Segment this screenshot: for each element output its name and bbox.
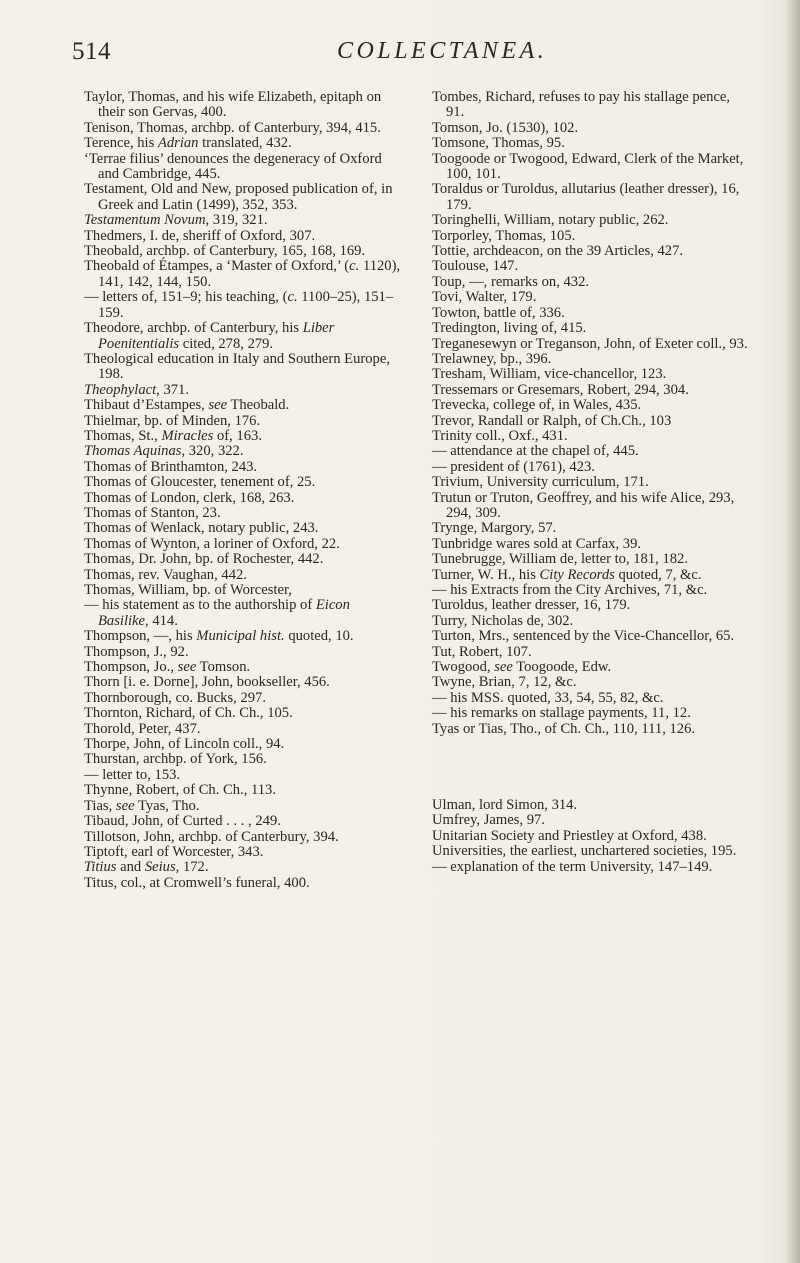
index-entry: Tillotson, John, archbp. of Canterbury, 394. bbox=[84, 828, 339, 845]
page-edge bbox=[786, 0, 800, 1263]
index-entry: — his statement as to the authorship of Eicon Basilike, 414. bbox=[84, 597, 350, 629]
index-entry: Titus, col., at Cromwell’s funeral, 400. bbox=[84, 874, 310, 891]
index-entry: Tredington, living of, 415. bbox=[432, 320, 587, 337]
page-number: 514 bbox=[72, 38, 111, 65]
index-entry: Turner, W. H., his City Records quoted, 7, &c. bbox=[432, 566, 702, 583]
index-entry: Thompson, Jo., see Tomson. bbox=[84, 659, 251, 676]
index-entry: Testament, Old and New, proposed publication of, in Greek and Latin (1499), 352, 353. bbox=[84, 181, 393, 213]
index-entry: — his MSS. quoted, 33, 54, 55, 82, &c. bbox=[432, 689, 664, 706]
index-entry: Tyas or Tias, Tho., of Ch. Ch., 110, 111, 126. bbox=[432, 720, 696, 737]
index-entry: Thomas of Stanton, 23. bbox=[84, 504, 221, 521]
index-entry: Turry, Nicholas de, 302. bbox=[432, 612, 574, 629]
index-entry: Thomas of Wenlack, notary public, 243. bbox=[84, 520, 319, 537]
index-entry: Tottie, archdeacon, on the 39 Articles, 427. bbox=[432, 243, 684, 260]
index-entry: Thompson, J., 92. bbox=[84, 643, 189, 660]
index-entry: Thynne, Robert, of Ch. Ch., 113. bbox=[84, 782, 276, 799]
index-entry: Umfrey, James, 97. bbox=[432, 812, 545, 829]
index-entry: Trutun or Truton, Geoffrey, and his wife Alice, 293, 294, 309. bbox=[432, 489, 735, 521]
index-section-u bbox=[432, 798, 750, 875]
index-entry: Trivium, University curriculum, 171. bbox=[432, 474, 649, 491]
index-entry: Trevecka, college of, in Wales, 435. bbox=[432, 397, 642, 414]
index-entry: Toraldus or Turoldus, allutarius (leather dresser), 16, 179. bbox=[432, 181, 740, 213]
index-entry: Toulouse, 147. bbox=[432, 258, 519, 275]
index-entry: Unitarian Society and Priestley at Oxford, 438. bbox=[432, 827, 707, 844]
index-entry: Thomas, William, bp. of Worcester, bbox=[84, 582, 292, 598]
index-entry: Thornborough, co. Bucks, 297. bbox=[84, 689, 266, 706]
index-entry: Universities, the earliest, unchartered societies, 195. bbox=[432, 843, 737, 860]
index-section-t bbox=[432, 90, 750, 737]
index-entry: — his Extracts from the City Archives, 71, &c. bbox=[432, 582, 708, 598]
index-entry: Thurstan, archbp. of York, 156. bbox=[84, 751, 267, 768]
index-entry: — letters of, 151–9; his teaching, (c. 1100–25), 151–159. bbox=[84, 289, 394, 321]
index-entry: Thomas, rev. Vaughan, 442. bbox=[84, 566, 247, 583]
index-entry: Thomas of Gloucester, tenement of, 25. bbox=[84, 474, 316, 491]
index-entry: Thomas of London, clerk, 168, 263. bbox=[84, 489, 295, 506]
index-entry: Tias, see Tyas, Tho. bbox=[84, 797, 200, 814]
index-entry: Trinity coll., Oxf., 431. bbox=[432, 427, 568, 444]
index-entry: Tomsone, Thomas, 95. bbox=[432, 135, 565, 152]
index-entry: Thompson, —, his Municipal hist. quoted, 10. bbox=[84, 628, 354, 645]
index-entry: Theobald, archbp. of Canterbury, 165, 168, 169. bbox=[84, 243, 366, 260]
index-entry: Turton, Mrs., sentenced by the Vice-Chancellor, 65. bbox=[432, 628, 735, 645]
index-entry: Thomas of Brinthamton, 243. bbox=[84, 458, 258, 475]
index-entry: Thomas Aquinas, 320, 322. bbox=[84, 443, 244, 460]
index-entry: Towton, battle of, 336. bbox=[432, 304, 565, 321]
index-entry: Taylor, Thomas, and his wife Elizabeth, epitaph on their son Gervas, 400. bbox=[84, 89, 382, 121]
index-entry: Toup, —, remarks on, 432. bbox=[432, 273, 590, 290]
index-entry: Tunebrugge, William de, letter to, 181, 182. bbox=[432, 551, 688, 568]
index-entry: Thielmar, bp. of Minden, 176. bbox=[84, 412, 261, 429]
index-entry: Theological education in Italy and Southern Europe, 198. bbox=[84, 350, 390, 383]
index-entry: Theobald of Étampes, a ‘Master of Oxford,’ (c. 1120), 141, 142, 144, 150. bbox=[84, 258, 401, 290]
index-entry: Theodore, archbp. of Canterbury, his Liber Poenitentialis cited, 278, 279. bbox=[84, 320, 335, 352]
index-entry: Thorpe, John, of Lincoln coll., 94. bbox=[84, 736, 285, 753]
index-entry: Tomson, Jo. (1530), 102. bbox=[432, 119, 579, 136]
index-entry: Toogoode or Twogood, Edward, Clerk of the Market, 100, 101. bbox=[432, 150, 744, 183]
index-entry: Thedmers, I. de, sheriff of Oxford, 307. bbox=[84, 227, 316, 244]
index-entry: Theophylact, 371. bbox=[84, 381, 189, 398]
index-entry: Twogood, see Toogoode, Edw. bbox=[432, 659, 612, 676]
index-entry: Twyne, Brian, 7, 12, &c. bbox=[432, 674, 577, 691]
index-entry: Tenison, Thomas, archbp. of Canterbury, 394, 415. bbox=[84, 119, 381, 136]
index-entry: Tombes, Richard, refuses to pay his stallage pence, 91. bbox=[432, 89, 731, 121]
index-entry: Thornton, Richard, of Ch. Ch., 105. bbox=[84, 705, 293, 722]
index-column-left bbox=[84, 90, 402, 891]
index-entry: Testamentum Novum, 319, 321. bbox=[84, 212, 268, 229]
index-entry: Trevor, Randall or Ralph, of Ch.Ch., 103 bbox=[432, 412, 672, 429]
index-entry: Trynge, Margory, 57. bbox=[432, 520, 557, 537]
index-entry: Thorold, Peter, 437. bbox=[84, 720, 201, 737]
index-entry: Tovi, Walter, 179. bbox=[432, 289, 537, 306]
index-entry: Terence, his Adrian translated, 432. bbox=[84, 135, 292, 152]
running-title: COLLECTANEA. bbox=[337, 38, 548, 64]
index-entry: Treganesewyn or Treganson, John, of Exeter coll., 93. bbox=[432, 335, 748, 352]
index-entry: Turoldus, leather dresser, 16, 179. bbox=[432, 597, 631, 614]
index-entry: — his remarks on stallage payments, 11, 12. bbox=[432, 705, 691, 722]
index-entry: Tunbridge wares sold at Carfax, 39. bbox=[432, 535, 642, 552]
index-entry: Thomas of Wynton, a loriner of Oxford, 22. bbox=[84, 535, 340, 552]
section-gap bbox=[432, 737, 750, 798]
index-entry: ‘Terrae filius’ denounces the degeneracy of Oxford and Cambridge, 445. bbox=[84, 150, 382, 183]
index-entry: — president of (1761), 423. bbox=[432, 458, 595, 475]
index-entry: — explanation of the term University, 147–149. bbox=[432, 858, 713, 875]
index-entry: Thibaut d’Estampes, see Theobald. bbox=[84, 397, 290, 414]
index-column-right bbox=[432, 90, 750, 875]
page-header bbox=[72, 38, 732, 68]
index-entry: Tibaud, John, of Curted . . . , 249. bbox=[84, 813, 281, 830]
index-entry: Trelawney, bp., 396. bbox=[432, 350, 552, 367]
index-entry: Tresham, William, vice-chancellor, 123. bbox=[432, 366, 667, 383]
index-entry: Thomas, St., Miracles of, 163. bbox=[84, 427, 262, 444]
index-entry: Titius and Seius, 172. bbox=[84, 859, 209, 876]
index-entry: Thomas, Dr. John, bp. of Rochester, 442. bbox=[84, 551, 324, 568]
index-entry: Tut, Robert, 107. bbox=[432, 643, 532, 660]
index-entry: Torporley, Thomas, 105. bbox=[432, 227, 576, 244]
index-entry: Ulman, lord Simon, 314. bbox=[432, 797, 578, 814]
index-entry: Tiptoft, earl of Worcester, 343. bbox=[84, 843, 264, 860]
index-entry: Tressemars or Gresemars, Robert, 294, 304. bbox=[432, 381, 689, 398]
index-entry: — letter to, 153. bbox=[84, 766, 181, 783]
index-entry: Thorn [i. e. Dorne], John, bookseller, 456. bbox=[84, 674, 330, 691]
index-entry: — attendance at the chapel of, 445. bbox=[432, 443, 639, 460]
index-entry: Toringhelli, William, notary public, 262. bbox=[432, 212, 669, 229]
